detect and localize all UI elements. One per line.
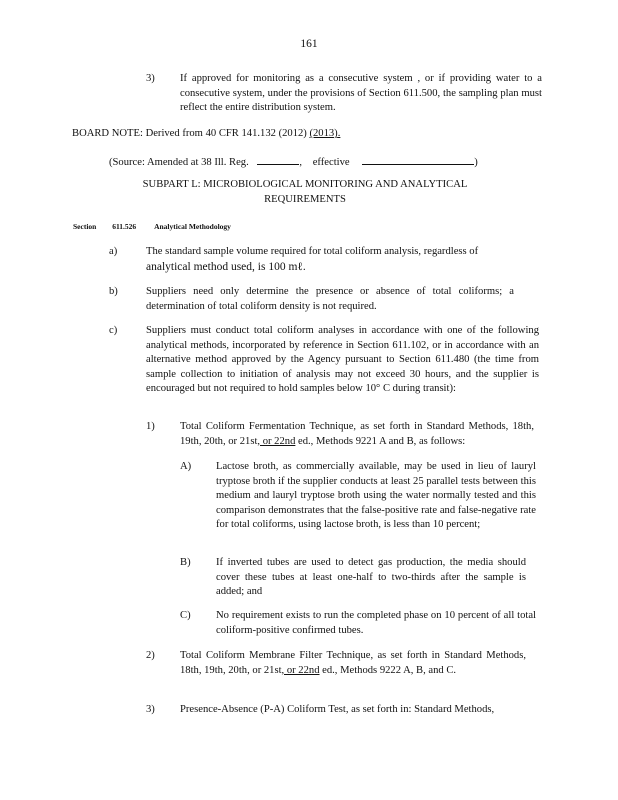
board-note-text: BOARD NOTE: Derived from 40 CFR 141.132 (2012) (72, 128, 307, 139)
subpart-line-1: SUBPART L: MICROBIOLOGICAL MONITORING AND ANALYTICAL (142, 179, 468, 190)
section-heading (73, 220, 231, 235)
para-a-marker: a) (109, 246, 118, 257)
section-label: Section (73, 222, 97, 231)
c1-marker: 1) (146, 421, 155, 432)
c1b-text: If inverted tubes are used to detect gas production, the media should cover these tubes at least one-half to two-thirds after the sample is added; and (216, 557, 526, 597)
c1b-marker: B) (180, 557, 191, 568)
c1-22nd-edition: , or 22nd (257, 435, 296, 447)
c1-text-pre: Total Coliform Fermentation Technique, as set forth in Standard Methods, 18th, 19th, 20th, or 21st (180, 421, 534, 447)
para-a-text (146, 245, 520, 274)
c1a-marker: A) (180, 461, 192, 472)
subpart-line-2: REQUIREMENTS (264, 193, 346, 205)
subpart-heading (110, 178, 500, 207)
board-note-period: . (337, 128, 341, 139)
c2-22nd-edition: , or 22nd (281, 664, 320, 676)
page-number: 161 (300, 38, 318, 50)
c1c-marker: C) (180, 610, 191, 621)
board-note-amendment: (2013) (309, 128, 338, 139)
c3-marker: 3) (146, 704, 155, 715)
c1c-text: No requirement exists to run the completed phase on 10 percent of all total coliform-positive confirmed tubes. (216, 610, 536, 636)
c3-text: Presence-Absence (P-A) Coliform Test, as set forth in: Standard Methods, (180, 704, 495, 715)
volume-blank (257, 153, 299, 165)
item-marker: 3) (146, 73, 155, 84)
source-note (109, 153, 478, 171)
para-b-text: Suppliers need only determine the presence or absence of total coliforms; a determination of total coliform density is not required. (146, 286, 514, 312)
effective-blank (362, 153, 474, 165)
para-b-marker: b) (109, 286, 118, 297)
para-a-line-1: The standard sample volume required for total coliform analysis, regardless of (146, 246, 479, 257)
c2-text-post: ed., Methods 9222 A, B, and C. (319, 664, 457, 676)
source-comma: , (299, 157, 303, 168)
para-a-line-2: analytical method used, is 100 mℓ. (146, 260, 306, 273)
c2-marker: 2) (146, 650, 155, 661)
board-note (72, 127, 340, 142)
item-3-text: If approved for monitoring as a consecutive system , or if providing water to a consecutive system, under the provisions of Section 611.500, the sampling plan must reflect the entire distribution system. (180, 73, 542, 113)
source-close: ) (474, 157, 478, 168)
c2-text (180, 649, 526, 678)
section-number: 611.526 (112, 222, 137, 231)
effective-label: effective (312, 157, 350, 168)
section-title: Analytical Methodology (154, 222, 231, 231)
c1-text (180, 420, 534, 449)
source-text: (Source: Amended at 38 Ill. Reg. (109, 157, 249, 168)
c1a-text: Lactose broth, as commercially available, may be used in lieu of lauryl tryptose broth if the supplier conducts at least 25 parallel tests between this medium and lauryl tryptose broth using the water normally tested and this comparison demonstrates that the false-positive rate and false-negative rate for total coliforms, using lactose broth, is less than 10 percent; (216, 461, 536, 530)
c1-text-post: ed., Methods 9221 A and B, as follows: (295, 435, 466, 447)
para-c-marker: c) (109, 325, 118, 336)
c2-text-pre: Total Coliform Membrane Filter Technique, as set forth in Standard Methods, 18th, 19th, 20th, or 21st (180, 650, 526, 676)
para-c-text: Suppliers must conduct total coliform analyses in accordance with one of the following analytical methods, incorporated by reference in Section 611.102, or in accordance with an alternative method approved by the Agency pursuant to Section 611.480 (the time from sample collection to initiation of analysis may not exceed 30 hours, and the supplier is encouraged but not required to hold samples below 10° C during transit): (146, 325, 539, 394)
